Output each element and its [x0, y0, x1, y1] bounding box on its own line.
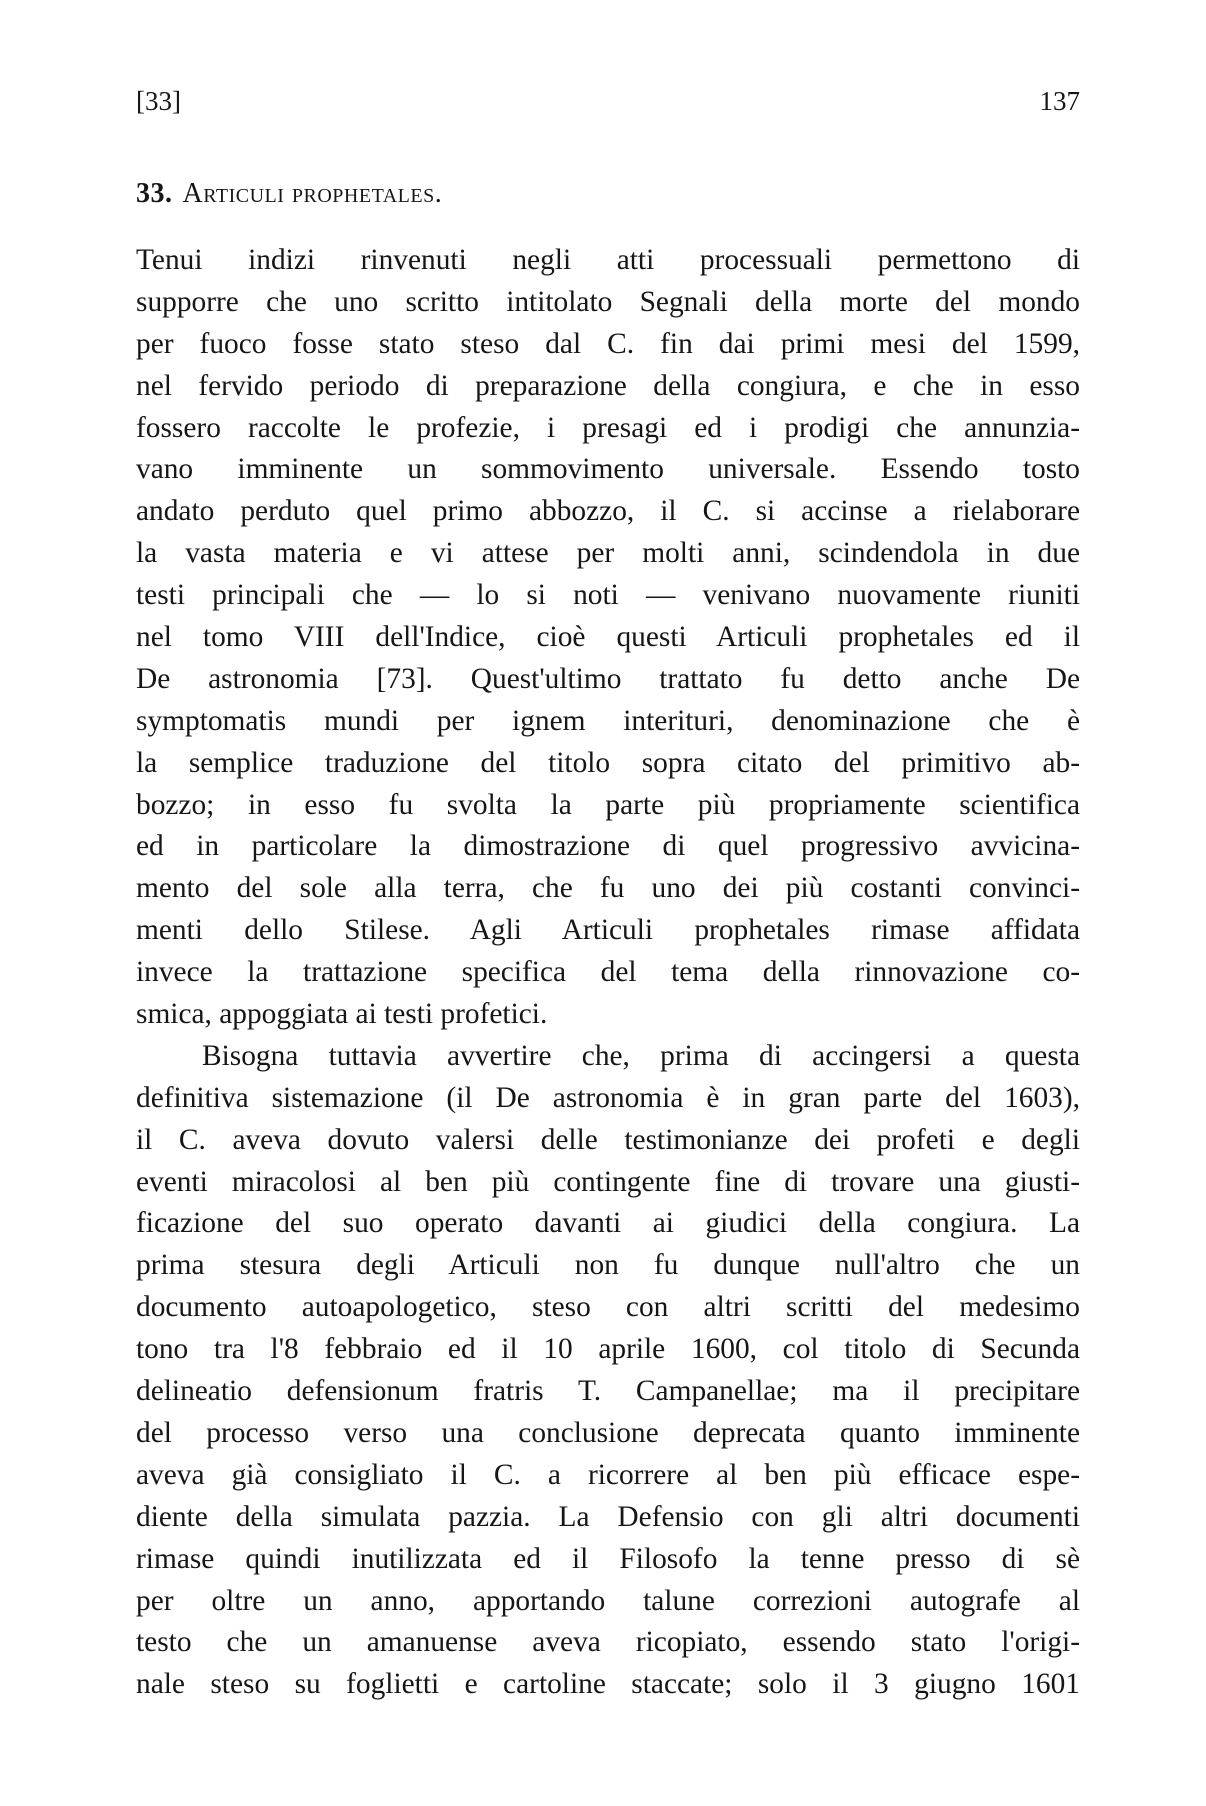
section-title: Articuli prophetales. [182, 178, 443, 209]
text-line: nel fervido periodo di preparazione della congiura, e che in esso [136, 369, 1080, 402]
text-line: ed in particolare la dimostrazione di quel progressivo avvicina- [136, 830, 1080, 863]
text-line: menti dello Stilese. Agli Articuli prophetales rimase affidata [136, 914, 1080, 947]
text-line: invece la trattazione specifica del tema della rinnovazione co- [136, 956, 1080, 989]
text-line: vano imminente un sommovimento universale. Essendo tosto [136, 453, 1080, 486]
text-line: symptomatis mundi per ignem interituri, denominazione che è [136, 704, 1080, 737]
section-heading [136, 178, 442, 210]
text-line: smica, appoggiata ai testi profetici. [136, 998, 548, 1031]
text-line: la semplice traduzione del titolo sopra citato del primitivo ab- [136, 746, 1080, 779]
text-line: la vasta materia e vi attese per molti anni, scindendola in due [136, 537, 1080, 570]
text-line: andato perduto quel primo abbozzo, il C. si accinse a rielaborare [136, 495, 1080, 528]
page-header [136, 86, 1080, 130]
text-line: documento autoapologetico, steso con altri scritti del medesimo [136, 1291, 1080, 1324]
text-line: prima stesura degli Articuli non fu dunque null'altro che un [136, 1249, 1080, 1282]
text-line: testo che un amanuense aveva ricopiato, essendo stato l'origi- [136, 1626, 1080, 1659]
text-line: supporre che uno scritto intitolato Segnali della morte del mondo [136, 285, 1080, 318]
page-number: 137 [1039, 86, 1080, 116]
text-line: per fuoco fosse stato steso dal C. fin dai primi mesi del 1599, [136, 327, 1080, 360]
text-line: eventi miracolosi al ben più contingente fine di trovare una giusti- [136, 1165, 1080, 1198]
text-line: tono tra l'8 febbraio ed il 10 aprile 1600, col titolo di Secunda [136, 1333, 1080, 1366]
text-line: il C. aveva dovuto valersi delle testimonianze dei profeti e degli [136, 1123, 1080, 1156]
text-line: ficazione del suo operato davanti ai giudici della congiura. La [136, 1207, 1080, 1240]
text-line: rimase quindi inutilizzata ed il Filosofo la tenne presso di sè [136, 1542, 1080, 1575]
text-line: testi principali che — lo si noti — venivano nuovamente riuniti [136, 579, 1080, 612]
paragraph-2 [136, 1036, 1080, 1706]
text-line: diente della simulata pazzia. La Defensio con gli altri documenti [136, 1500, 1080, 1533]
section-reference: [33] [136, 86, 181, 116]
text-line: mento del sole alla terra, che fu uno dei più costanti convinci- [136, 872, 1080, 905]
text-line: per oltre un anno, apportando talune correzioni autografe al [136, 1584, 1080, 1617]
text-line: nel tomo VIII dell'Indice, cioè questi Articuli prophetales ed il [136, 621, 1080, 654]
section-number: 33. [136, 178, 173, 209]
text-line: delineatio defensionum fratris T. Campanellae; ma il precipitare [136, 1375, 1080, 1408]
text-line: De astronomia [73]. Quest'ultimo trattato fu detto anche De [136, 662, 1080, 695]
text-line: bozzo; in esso fu svolta la parte più propriamente scientifica [136, 788, 1080, 821]
text-line: definitiva sistemazione (il De astronomia è in gran parte del 1603), [136, 1081, 1080, 1114]
text-line: aveva già consigliato il C. a ricorrere al ben più efficace espe- [136, 1458, 1080, 1491]
text-line: Tenui indizi rinvenuti negli atti processuali permettono di [136, 244, 1080, 276]
paragraph-1 [136, 240, 1080, 1036]
text-line: Bisogna tuttavia avvertire che, prima di accingersi a questa [202, 1039, 1080, 1072]
text-line: fossero raccolte le profezie, i presagi ed i prodigi che annunzia- [136, 411, 1080, 444]
body-text [136, 240, 1080, 1706]
text-line: nale steso su foglietti e cartoline staccate; solo il 3 giugno 1601 [136, 1668, 1080, 1701]
text-line: del processo verso una conclusione deprecata quanto imminente [136, 1416, 1080, 1449]
